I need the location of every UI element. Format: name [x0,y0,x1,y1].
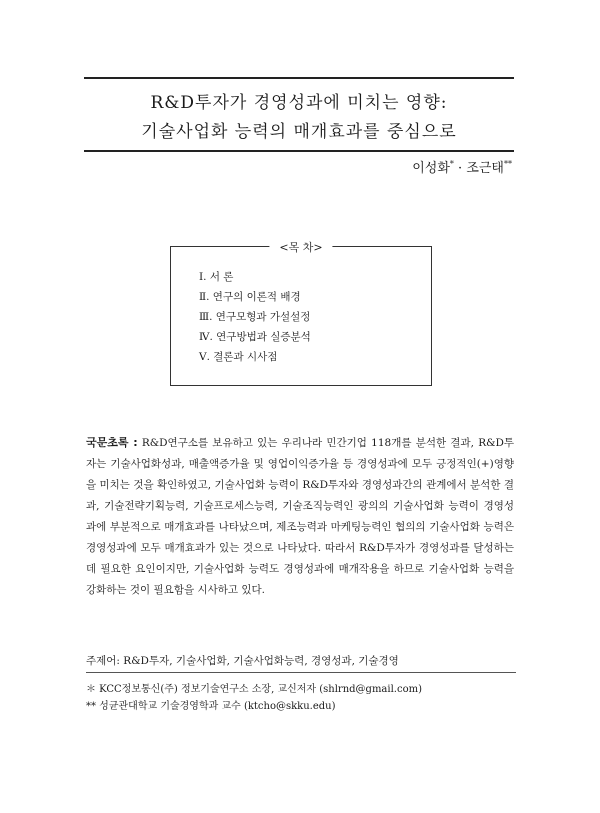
footnote-1: ＊ KCC정보통신(주) 정보기술연구소 소장, 교신저자 (shlrnd@gmail.com) [86,684,422,695]
authors-line [412,157,512,176]
toc-list [199,267,311,367]
footnote-rule [86,672,516,673]
toc-item-4: Ⅳ. 연구방법과 실증분석 [199,331,311,343]
title-bottom-rule [84,150,514,152]
toc-heading: <목 차> [269,239,332,255]
paper-title-line2: 기술사업화 능력의 매개효과를 중심으로 [141,122,457,142]
title-top-rule [84,77,514,79]
author-2-mark: ** [504,159,512,169]
toc-item-1: Ⅰ. 서 론 [199,271,234,283]
abstract-label: 국문초록 : [86,436,138,449]
author-1-mark: * [449,159,454,169]
korean-abstract [86,432,514,601]
table-of-contents [170,241,432,386]
paper-title-line1: R&D투자가 경영성과에 미치는 영향: [150,93,448,113]
toc-item-2: Ⅱ. 연구의 이론적 배경 [199,291,301,303]
toc-item-5: Ⅴ. 결론과 시사점 [199,351,278,363]
footnote-2: ** 성균관대학교 기술경영학과 교수 (ktcho@skku.edu) [86,701,336,712]
author-2: 조근태 [466,161,504,176]
author-separator: · [458,161,463,176]
abstract-text: R&D연구소를 보유하고 있는 우리나라 민간기업 118개를 분석한 결과, R&D투자는 기술사업화성과, 매출액증가율 및 영업이익증가율 등 경영성과에 모두 긍정적인(+)영향을 미치는 것을 확인하였고, 기술사업화 능력이 R&D투자와 경영성과간의 관계에서 분석한 결과, 기술전략기획능력, 기술프로세스능력, 기술조직능력인 광의의 기술사업화 능력이 경영성과에 부분적으로 매개효과를 나타났으며, 제조능력과 마케팅능력인 협의의 기술사업화 능력은 경영성과에 모두 매개효과가 있는 것으로 나타났다. 따라서 R&D투자가 경영성과를 달성하는데 필요한 요인이지만, 기술사업화 능력도 경영성과에 매개작용을 하므로 기술사업화 능력을 강화하는 것이 필요함을 시사하고 있다. [86,437,515,596]
toc-item-3: Ⅲ. 연구모형과 가설설정 [199,311,311,323]
author-1: 이성화 [412,161,450,176]
keywords: 주제어: R&D투자, 기술사업화, 기술사업화능력, 경영성과, 기술경영 [86,655,399,667]
